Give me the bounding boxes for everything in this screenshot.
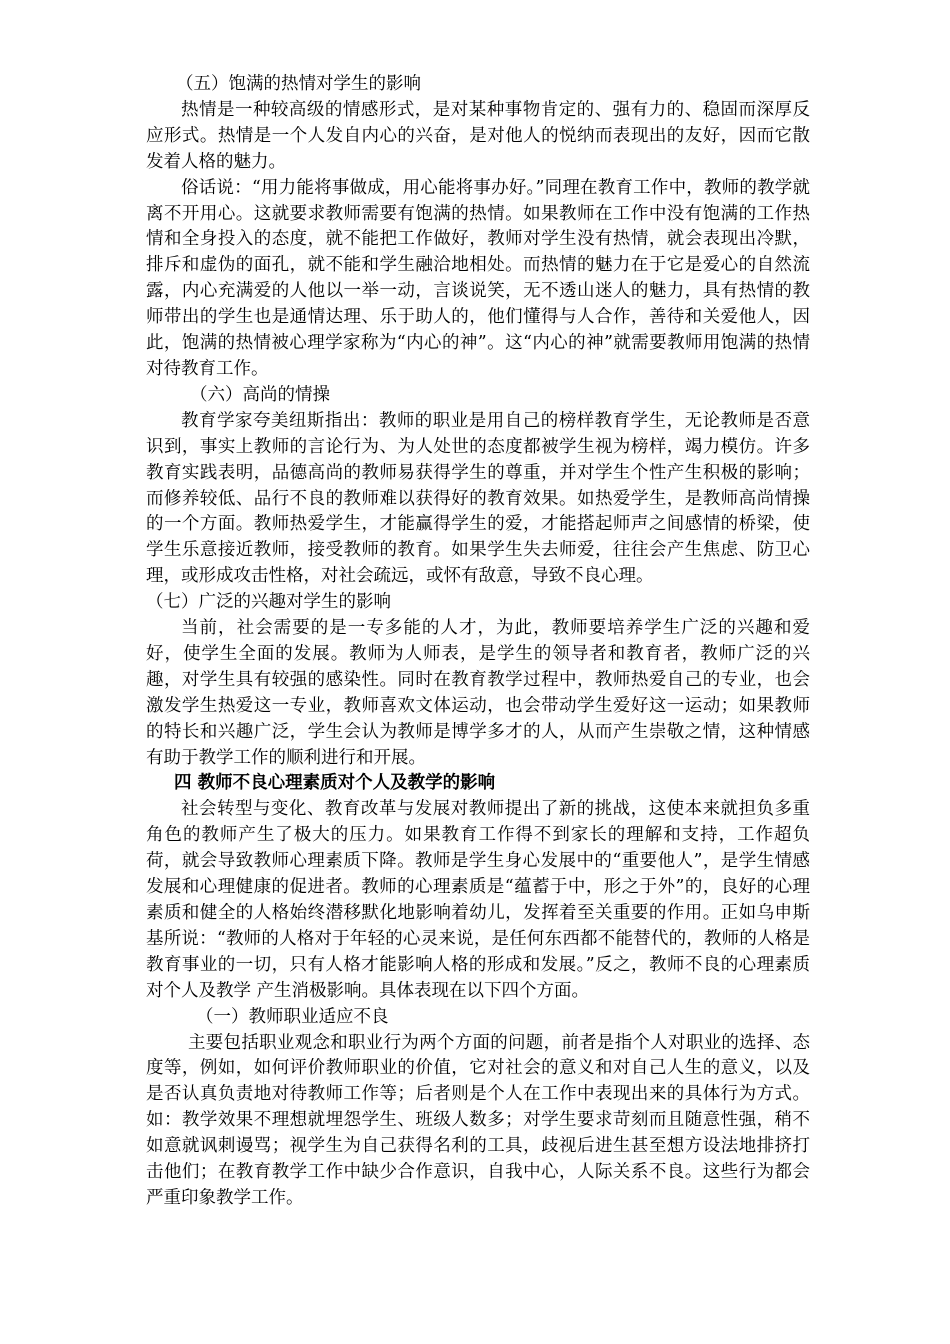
document-page — [146, 72, 810, 1212]
heading-7: （七）广泛的兴趣对学生的影响 — [146, 592, 391, 613]
heading-6: （六）高尚的情操 — [190, 384, 330, 405]
paragraph-enthusiasm-effect: 俗话说：“用力能将事做成，用心能将事办好。”同理在教育工作中，教师的教学就离不开用心。这就要求教师需要有饱满的热情。如果教师在工作中没有饱满的工作热情和全身投入的态度，就不能把工作做好，教师对学生没有热情，就会表现出冷默，排斥和虚伪的面孔，就不能和学生融洽地相处。而热情的魅力在于它是爱心的自然流露，内心充满爱的人他以一举一动，言谈说笑，无不透山迷人的魅力，具有热情的教师带出的学生也是通情达理、乐于助人的，他们懂得与人合作，善待和关爱他人，因此，饱满的热情被心理学家称为“内心的神”。这“内心的神”就需要教师用饱满的热情对待教育工作。 — [146, 177, 810, 379]
paragraph-enthusiasm-definition: 热情是一种较高级的情感形式，是对某种事物肯定的、强有力的、稳固而深厚反应形式。热情是一个人发自内心的兴奋，是对他人的悦纳而表现出的友好，因而它散发着人格的魅力。 — [146, 99, 810, 172]
section-heading-4: 四 教师不良心理素质对个人及教学的影响 — [174, 773, 496, 794]
heading-5: （五）饱满的热情对学生的影响 — [176, 74, 421, 94]
paragraph-noble-sentiment: 教育学家夸美纽斯指出：教师的职业是用自己的榜样教育学生，无论教师是否意识到，事实上教师的言论行为、为人处世的态度都被学生视为榜样，竭力模仿。许多教育实践表明，品德高尚的教师易获得学生的尊重，并对学生个性产生积极的影响；而修养较低、品行不良的教师难以获得好的教育效果。如热爱学生，是教师高尚情操的一个方面。教师热爱学生，才能赢得学生的爱，才能搭起师声之间感情的桥梁，使学生乐意接近教师，接受教师的教育。如果学生失去师爱，往往会产生焦虑、防卫心理，或形成攻击性格，对社会疏远，或怀有敌意，导致不良心理。 — [146, 410, 810, 587]
paragraph-maladjustment: 主要包括职业观念和职业行为两个方面的问题，前者是指个人对职业的选择、态度等，例如，如何评价教师职业的价值，它对社会的意义和对自己人生的意义，以及是否认真负责地对待教师工作等；后者则是个人在工作中表现出来的具体行为方式。如：教学效果不理想就埋怨学生、班级人数多；对学生要求苛刻而且随意性强，稍不如意就讽刺谩骂；视学生为自己获得名利的工具，歧视后进生甚至想方设法地排挤打击他们；在教育教学工作中缺少合作意识，自我中心，人际关系不良。这些行为都会严重印象教学工作。 — [146, 1032, 810, 1208]
paragraph-broad-interests: 当前，社会需要的是一专多能的人才，为此，教师要培养学生广泛的兴趣和爱好，使学生全面的发展。教师为人师表，是学生的领导者和教育者，教师广泛的兴趣，对学生具有较强的感染性。同时在教育教学过程中，教师热爱自己的专业，也会激发学生热爱这一专业，教师喜欢文体运动，也会带动学生爱好这一运动；如果教师的特长和兴趣广泛，学生会认为教师是博学多才的人，从而产生崇敬之情，这种情感有助于教学工作的顺利进行和开展。 — [146, 618, 810, 768]
paragraph-poor-psychology: 社会转型与变化、教育改革与发展对教师提出了新的挑战，这使本来就担负多重角色的教师产生了极大的压力。如果教育工作得不到家长的理解和支持，工作超负荷，就会导致教师心理素质下降。教师是学生身心发展中的“重要他人”，是学生情感发展和心理健康的促进者。教师的心理素质是“蕴蓄于中，形之于外”的，良好的心理素质和健全的人格始终潜移默化地影响着幼儿，发挥着至关重要的作用。正如乌申斯基所说：“教师的人格对于年轻的心灵来说，是任何东西都不能替代的，教师的人格是教育事业的一切，只有人格才能影响人格的形成和发展。”反之，教师不良的心理素质对个人及教学 产生消极影响。具体表现在以下四个方面。 — [146, 799, 810, 1001]
heading-1: （一）教师职业适应不良 — [196, 1006, 389, 1027]
